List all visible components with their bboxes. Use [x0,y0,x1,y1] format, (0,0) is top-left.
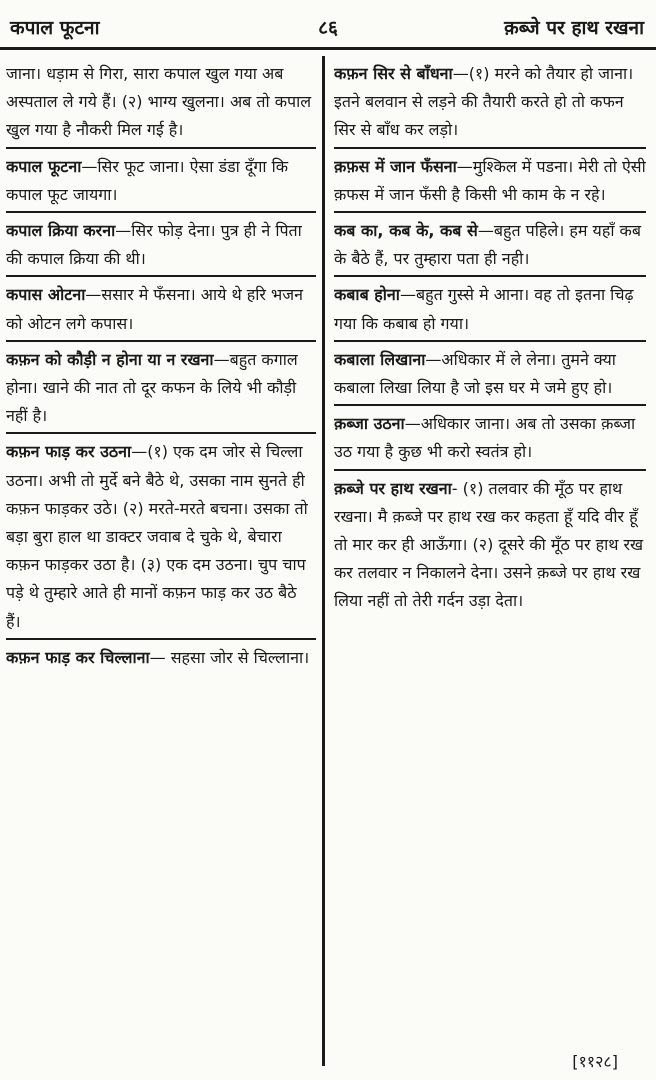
entry-headword: कब का, कब के, कब से [334,221,478,241]
entry-headword: कपाल क्रिया करना [6,221,116,241]
entry-headword: कफ़न को कौड़ी न होना या न रखना [6,349,214,369]
entry-headword: कफ़न फाड़ कर चिल्लाना [6,647,150,667]
dictionary-entry [334,217,646,273]
entry-headword: क़फ़स में जान फँसना [334,156,457,176]
entry-headword: कबाब होना [334,285,400,305]
entry-text: —अधिकार जाना। अब तो उसका क़ब्जा उठ गया है कुछ भी करो स्वतंत्र हो। [334,414,636,462]
entry-headword: क़ब्जा उठना [334,414,405,434]
entry-separator [6,432,316,434]
entry-separator [334,469,646,471]
entry-text: —मुश्किल में पडना। मेरी तो ऐसी क़फस में जान फँसी है किसी भी काम के न रहे। [334,156,646,204]
dictionary-entry [334,475,646,616]
dictionary-entry [6,281,316,337]
entry-headword: कबाला लिखाना [334,349,426,369]
dictionary-entry [6,438,316,635]
entry-separator [6,638,316,640]
entry-separator [6,211,316,213]
dictionary-entry [6,60,316,145]
right-column [334,60,646,616]
dictionary-entry [334,346,646,402]
dictionary-entry [6,644,316,672]
column-divider [322,56,325,1066]
entry-text: —बहुत कगाल होना। खाने की नात तो दूर कफन के लिये भी कौड़ी नहीं है। [6,349,298,426]
entry-headword: कपास ओटना [6,285,86,305]
entry-headword: क़ब्जे पर हाथ रखना [334,478,452,498]
entry-separator [6,275,316,277]
dictionary-entry [334,281,646,337]
entry-text: —बहुत गुस्से मे आना। वह तो इतना चिढ़ गया कि कबाब हो गया। [334,285,634,333]
dictionary-entry [6,153,316,209]
dictionary-entry [334,153,646,209]
header-left-guideword: कपाल फूटना [10,17,100,39]
entry-text: जाना। धड़ाम से गिरा, सारा कपाल खुल गया अब अस्पताल ले गये हैं। (२) भाग्य खुलना। अब तो कपाल खुल गया है नौकरी मिल गई है। [6,64,312,140]
entry-text: —बहुत पहिले। हम यहाँ कब के बैठे हैं, पर तुम्हारा पता ही नही। [334,221,641,269]
entry-separator [6,147,316,149]
entry-separator [6,340,316,342]
entry-text: — सहसा जोर से चिल्लाना। [149,647,310,667]
left-column [6,60,316,672]
entry-text: —(१) मरने को तैयार हो जाना। इतने बलवान से लड़ने की तैयारी करते हो तो कफन सिर से बाँध कर लड़ो। [334,64,634,140]
entry-headword: कपाल फूटना [6,156,82,176]
header-right-guideword: क़ब्जे पर हाथ रखना [504,17,644,39]
dictionary-entry [6,217,316,273]
dictionary-entry [6,346,316,431]
entry-text: - (१) तलवार की मूँठ पर हाथ रखना। मै क़ब्जे पर हाथ रख कर कहता हूँ यदि वीर हूँ तो मार कर ही आऊँगा। (२) दूसरे की मूँठ पर हाथ रख कर तलवार न निकालने देना। उसने क़ब्जे पर हाथ रख लिया नहीं तो तेरी गर्दन उड़ा देता। [334,478,644,611]
footer-mark: [११२८] [572,1052,618,1071]
entry-headword: कफ़न फाड़ कर उठना [6,442,132,462]
entry-headword: कफ़न सिर से बाँधना [334,64,453,83]
entry-text: —अधिकार में ले लेना। तुमने क्या कबाला लिखा लिया है जो इस घर मे जमे हुए हो। [334,349,616,398]
dictionary-entry [334,410,646,466]
entry-text: —(१) एक दम जोर से चिल्ला उठना। अभी तो मुर्दे बने बैठे थे, उसका नाम सुनते ही कफ़न फाड़कर उठे। (२) मरते-मरते बचना। उसका तो बड़ा बुरा हाल था डाक्टर जवाब दे चुके थे, बेचारा कफ़न फाड़कर उठा है। (३) एक दम उठना। चुप चाप पड़े थे तुम्हारे आते ही मानों कफ़न फाड़ कर उठ बैठे हैं। [6,442,308,631]
entry-text: —सिर फोड़ देना। पुत्र ही ने पिता की कपाल क्रिया की थी। [6,221,302,269]
dictionary-entry [334,60,646,145]
entry-text: —सिर फूट जाना। ऐसा डंडा दूँगा कि कपाल फूट जायगा। [6,156,289,204]
entry-text: —ससार मे फँसना। आये थे हरि भजन को ओटन लगे कपास। [6,285,304,333]
page-header [0,0,656,50]
page-number: ८६ [318,17,338,39]
entry-separator [334,211,646,213]
entry-separator [334,275,646,277]
entry-separator [334,404,646,406]
entry-separator [334,147,646,149]
entry-separator [334,340,646,342]
